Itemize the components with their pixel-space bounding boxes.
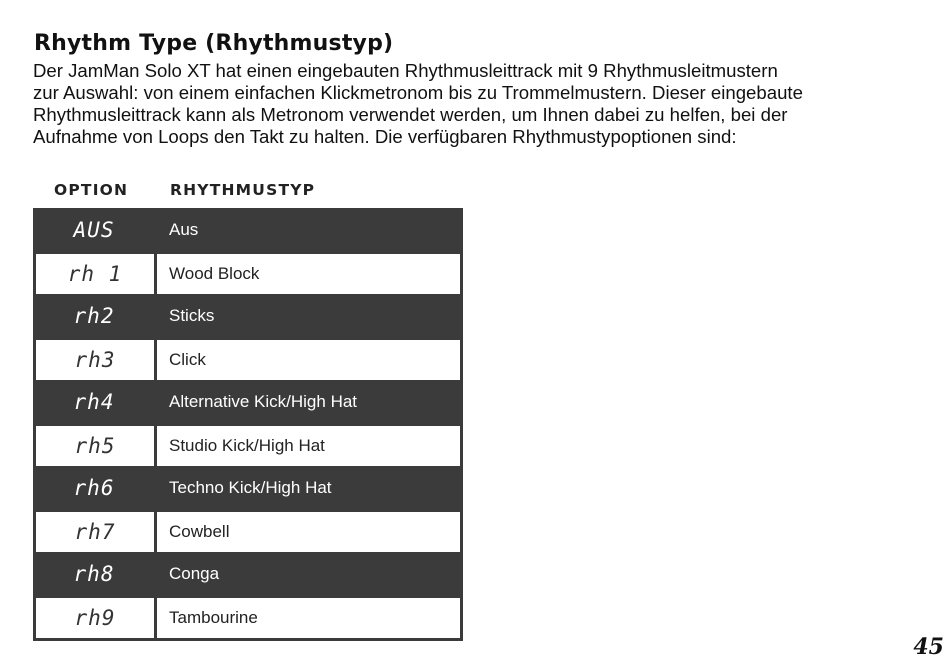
option-code: rh4: [33, 380, 155, 423]
option-code: rh7: [36, 512, 154, 552]
rhythm-name: Conga: [157, 552, 463, 595]
table-row: [33, 595, 463, 638]
page-heading: Rhythm Type (Rhythmustyp): [34, 31, 394, 56]
option-code: AUS: [33, 208, 155, 251]
intro-paragraph: [33, 60, 883, 148]
page-number: 45: [913, 634, 944, 660]
rhythm-name: Sticks: [157, 294, 463, 337]
option-code: rh5: [36, 426, 154, 466]
rhythm-name: Click: [157, 340, 460, 380]
table-row: [33, 509, 463, 552]
rhythm-name: Studio Kick/High Hat: [157, 426, 460, 466]
rhythm-type-table: [33, 208, 463, 641]
intro-line: zur Auswahl: von einem einfachen Klickmetronom bis zu Trommelmustern. Dieser eingebaute: [33, 82, 803, 103]
option-code: rh6: [33, 466, 155, 509]
table-row: [33, 294, 463, 337]
intro-line: Rhythmusleittrack kann als Metronom verwendet werden, um Ihnen dabei zu helfen, bei der: [33, 104, 788, 125]
option-code: rh3: [36, 340, 154, 380]
column-header-option: OPTION: [54, 181, 129, 199]
option-code: rh2: [33, 294, 155, 337]
option-code: rh9: [36, 598, 154, 638]
table-row: [33, 337, 463, 380]
rhythm-name: Tambourine: [157, 598, 460, 638]
table-row: [33, 552, 463, 595]
rhythm-name: Techno Kick/High Hat: [157, 466, 463, 509]
intro-line: Aufnahme von Loops den Takt zu halten. Die verfügbaren Rhythmustypoptionen sind:: [33, 126, 737, 147]
table-row: [33, 208, 463, 251]
table-row: [33, 466, 463, 509]
option-code: rh 1: [36, 254, 154, 294]
table-row: [33, 380, 463, 423]
rhythm-name: Wood Block: [157, 254, 460, 294]
rhythm-name: Cowbell: [157, 512, 460, 552]
rhythm-name: Alternative Kick/High Hat: [157, 380, 463, 423]
intro-line: Der JamMan Solo XT hat einen eingebauten Rhythmusleittrack mit 9 Rhythmusleitmustern: [33, 60, 778, 81]
rhythm-name: Aus: [157, 208, 463, 251]
table-row: [33, 251, 463, 294]
table-row: [33, 423, 463, 466]
option-code: rh8: [33, 552, 155, 595]
column-header-rhythm-type: RHYTHMUSTYP: [170, 181, 316, 199]
